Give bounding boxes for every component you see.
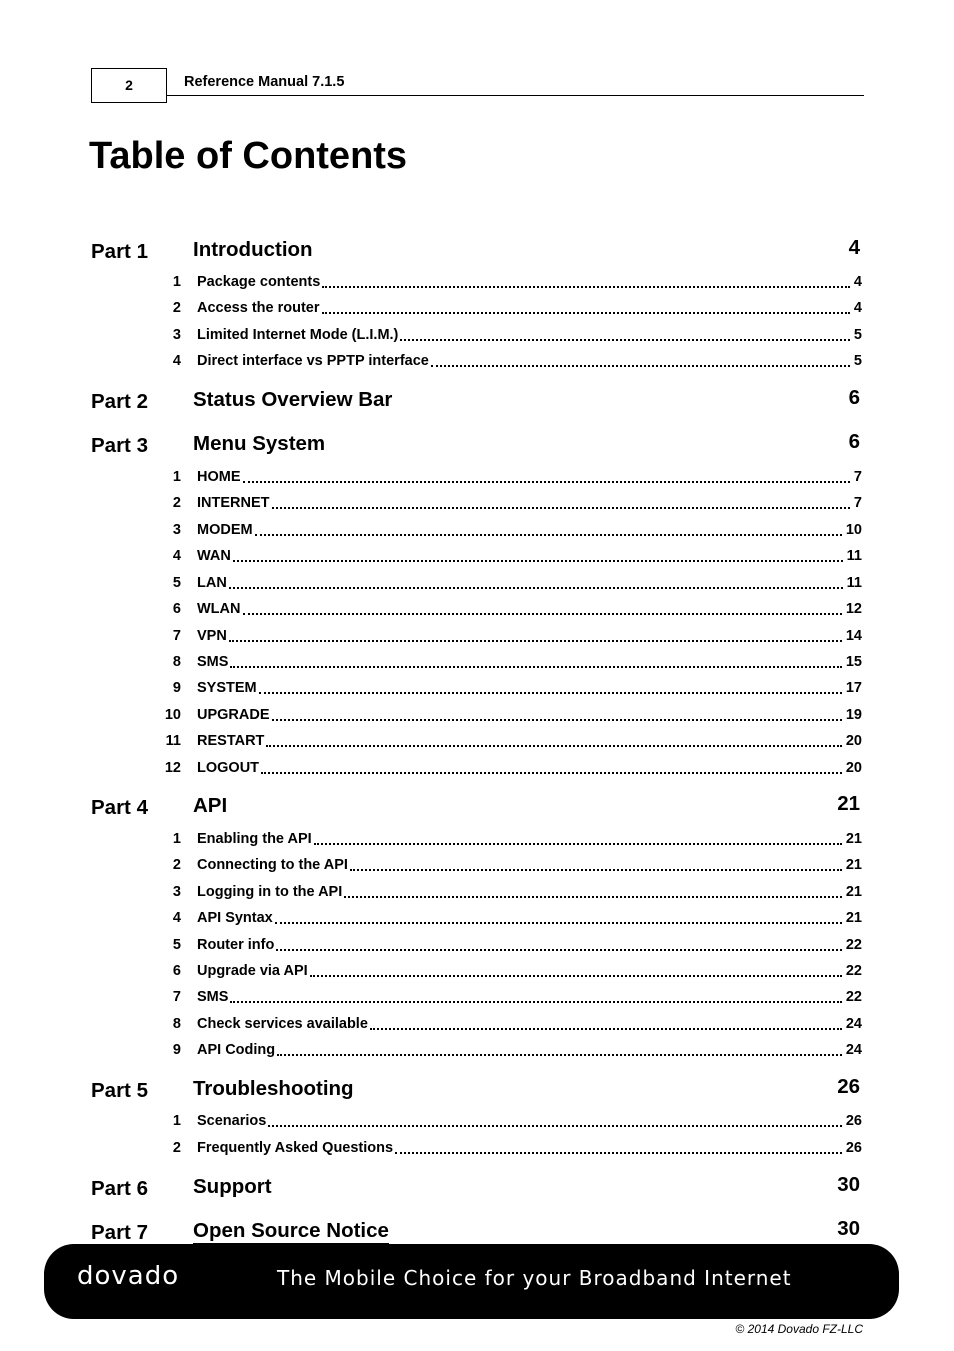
toc-entry[interactable] [150, 573, 862, 593]
toc-entry[interactable] [150, 678, 862, 698]
entry-title: API Coding [197, 1042, 276, 1058]
part-label: Part 7 [91, 1221, 148, 1244]
dot-leader [350, 869, 842, 871]
toc-entry[interactable] [150, 882, 862, 902]
entry-page: 11 [846, 575, 862, 591]
part-page: 4 [848, 236, 860, 259]
entry-number: 2 [172, 857, 181, 873]
entry-page: 21 [845, 910, 862, 926]
entry-title: Package contents [197, 274, 321, 290]
page-title: Table of Contents [89, 135, 408, 177]
entry-title: VPN [197, 628, 227, 644]
entry-page: 12 [845, 601, 862, 617]
entry-page: 5 [853, 353, 862, 369]
entry-page: 17 [845, 680, 862, 696]
entry-title: API Syntax [197, 910, 273, 926]
entry-page: 26 [845, 1140, 862, 1156]
dot-leader [233, 560, 843, 562]
entry-title: MODEM [197, 522, 253, 538]
dot-leader [230, 666, 842, 668]
entry-number: 8 [172, 1016, 181, 1032]
entry-number: 1 [172, 274, 181, 290]
entry-title: Direct interface vs PPTP interface [197, 353, 429, 369]
toc-part-5[interactable] [91, 1075, 860, 1103]
toc-entry[interactable] [150, 520, 862, 540]
entry-page: 7 [853, 495, 862, 511]
entry-page: 22 [845, 937, 862, 953]
dovado-logo [77, 1265, 267, 1287]
entry-title: SMS [197, 654, 229, 670]
entry-page: 24 [845, 1016, 862, 1032]
entry-number: 2 [172, 495, 181, 511]
dot-leader [322, 286, 850, 288]
part-label: Part 6 [91, 1177, 148, 1200]
toc-entry[interactable] [150, 705, 862, 725]
copyright: © 2014 Dovado FZ-LLC [735, 1322, 863, 1336]
part-label: Part 4 [91, 796, 148, 819]
toc-entry[interactable] [150, 298, 862, 318]
part-page: 30 [837, 1217, 860, 1240]
part-title: API [193, 794, 228, 817]
entry-number: 1 [172, 469, 181, 485]
entry-page: 5 [853, 327, 862, 343]
entry-number: 8 [172, 654, 181, 670]
dot-leader [276, 949, 842, 951]
entry-page: 22 [845, 989, 862, 1005]
part-page: 21 [837, 792, 860, 815]
entry-title: Scenarios [197, 1113, 267, 1129]
entry-number: 9 [172, 680, 181, 696]
part-title: Open Source Notice [193, 1219, 389, 1242]
dot-leader [344, 896, 842, 898]
entry-page: 20 [845, 760, 862, 776]
toc-entry[interactable] [150, 351, 862, 371]
part-label: Part 2 [91, 390, 148, 413]
dot-leader [431, 365, 850, 367]
entry-title: Connecting to the API [197, 857, 348, 873]
toc-entry[interactable] [150, 908, 862, 928]
entry-number: 4 [172, 910, 181, 926]
toc-entry[interactable] [150, 961, 862, 981]
part-title: Support [193, 1175, 272, 1198]
entry-page: 21 [845, 884, 862, 900]
header-rule [167, 95, 864, 96]
entry-number: 5 [172, 575, 181, 591]
entry-page: 4 [853, 300, 862, 316]
entry-title: RESTART [197, 733, 265, 749]
dot-leader [322, 312, 850, 314]
toc-entry[interactable] [150, 467, 862, 487]
dot-leader [275, 922, 842, 924]
entry-page: 15 [845, 654, 862, 670]
entry-number: 2 [172, 1140, 181, 1156]
entry-number: 12 [164, 760, 181, 776]
toc-part-4[interactable] [91, 792, 860, 820]
entry-number: 2 [172, 300, 181, 316]
toc-part-2[interactable] [91, 386, 860, 414]
entry-page: 4 [853, 274, 862, 290]
entry-page: 14 [845, 628, 862, 644]
part-title: Introduction [193, 238, 313, 261]
tagline: The Mobile Choice for your Broadband Internet [277, 1266, 792, 1290]
entry-title: SYSTEM [197, 680, 257, 696]
dot-leader [370, 1028, 842, 1030]
entry-title: WLAN [197, 601, 241, 617]
entry-page: 11 [846, 548, 862, 564]
entry-number: 9 [172, 1042, 181, 1058]
dot-leader [229, 587, 843, 589]
entry-title: Limited Internet Mode (L.I.M.) [197, 327, 399, 343]
dot-leader [272, 507, 850, 509]
entry-page: 20 [845, 733, 862, 749]
part-page: 6 [848, 386, 860, 409]
dot-leader [400, 339, 850, 341]
dot-leader [272, 719, 842, 721]
toc-entry[interactable] [150, 272, 862, 292]
toc-entry[interactable] [150, 1138, 862, 1158]
entry-title: LOGOUT [197, 760, 260, 776]
entry-page: 21 [845, 857, 862, 873]
entry-number: 1 [172, 1113, 181, 1129]
entry-number: 10 [164, 707, 181, 723]
entry-number: 4 [172, 548, 181, 564]
toc-entry[interactable] [150, 546, 862, 566]
part-page: 6 [848, 430, 860, 453]
entry-number: 3 [172, 327, 181, 343]
toc-entry[interactable] [150, 731, 862, 751]
entry-number: 4 [172, 353, 181, 369]
part-label: Part 5 [91, 1079, 148, 1102]
entry-title: Enabling the API [197, 831, 312, 847]
toc-entry[interactable] [150, 325, 862, 345]
dot-leader [266, 745, 842, 747]
part-page: 26 [837, 1075, 860, 1098]
part-label: Part 1 [91, 240, 148, 263]
entry-title: Router info [197, 937, 275, 953]
dot-leader [395, 1152, 842, 1154]
dot-leader [314, 843, 842, 845]
entry-title: Check services available [197, 1016, 368, 1032]
dot-leader [310, 975, 842, 977]
dot-leader [229, 640, 842, 642]
entry-number: 3 [172, 884, 181, 900]
entry-title: HOME [197, 469, 241, 485]
entry-number: 11 [165, 733, 181, 749]
toc-part-1[interactable] [91, 236, 860, 264]
toc-part-3[interactable] [91, 430, 860, 458]
part-page: 30 [837, 1173, 860, 1196]
page-number-box [91, 68, 167, 103]
dot-leader [243, 613, 842, 615]
part-title: Troubleshooting [193, 1077, 354, 1100]
dot-leader [230, 1001, 842, 1003]
dot-leader [261, 772, 842, 774]
toc-entry[interactable] [150, 652, 862, 672]
entry-number: 7 [172, 628, 181, 644]
entry-page: 26 [845, 1113, 862, 1129]
entry-title: WAN [197, 548, 231, 564]
logo-text: dovado [77, 1265, 180, 1287]
entry-title: UPGRADE [197, 707, 270, 723]
entry-number: 7 [172, 989, 181, 1005]
part-title: Menu System [193, 432, 326, 455]
toc-part-7[interactable] [91, 1217, 860, 1245]
toc-entry[interactable] [150, 987, 862, 1007]
toc-entry[interactable] [150, 855, 862, 875]
page-number: 2 [125, 77, 133, 93]
entry-page: 7 [853, 469, 862, 485]
entry-page: 21 [845, 831, 862, 847]
entry-number: 5 [172, 937, 181, 953]
toc-entry[interactable] [150, 599, 862, 619]
part-title: Status Overview Bar [193, 388, 393, 411]
dot-leader [277, 1054, 842, 1056]
dot-leader [243, 481, 850, 483]
entry-title: Upgrade via API [197, 963, 308, 979]
dot-leader [259, 692, 842, 694]
entry-number: 3 [172, 522, 181, 538]
footer-banner [44, 1244, 899, 1319]
dot-leader [255, 534, 842, 536]
entry-page: 22 [845, 963, 862, 979]
entry-number: 6 [172, 601, 181, 617]
toc-entry[interactable] [150, 1040, 862, 1060]
entry-title: Logging in to the API [197, 884, 343, 900]
toc-entry[interactable] [150, 1111, 862, 1131]
toc-entry[interactable] [150, 758, 862, 778]
entry-page: 24 [845, 1042, 862, 1058]
entry-title: SMS [197, 989, 229, 1005]
entry-title: INTERNET [197, 495, 270, 511]
entry-page: 19 [845, 707, 862, 723]
entry-number: 1 [172, 831, 181, 847]
toc-entry[interactable] [150, 935, 862, 955]
entry-number: 6 [172, 963, 181, 979]
toc-entry[interactable] [150, 493, 862, 513]
entry-title: LAN [197, 575, 227, 591]
toc-entry[interactable] [150, 1014, 862, 1034]
toc-entry[interactable] [150, 626, 862, 646]
dot-leader [268, 1125, 842, 1127]
toc-entry[interactable] [150, 829, 862, 849]
manual-title: Reference Manual 7.1.5 [184, 74, 345, 90]
toc-part-6[interactable] [91, 1173, 860, 1201]
part-label: Part 3 [91, 434, 148, 457]
entry-title: Access the router [197, 300, 320, 316]
entry-page: 10 [845, 522, 862, 538]
entry-title: Frequently Asked Questions [197, 1140, 394, 1156]
